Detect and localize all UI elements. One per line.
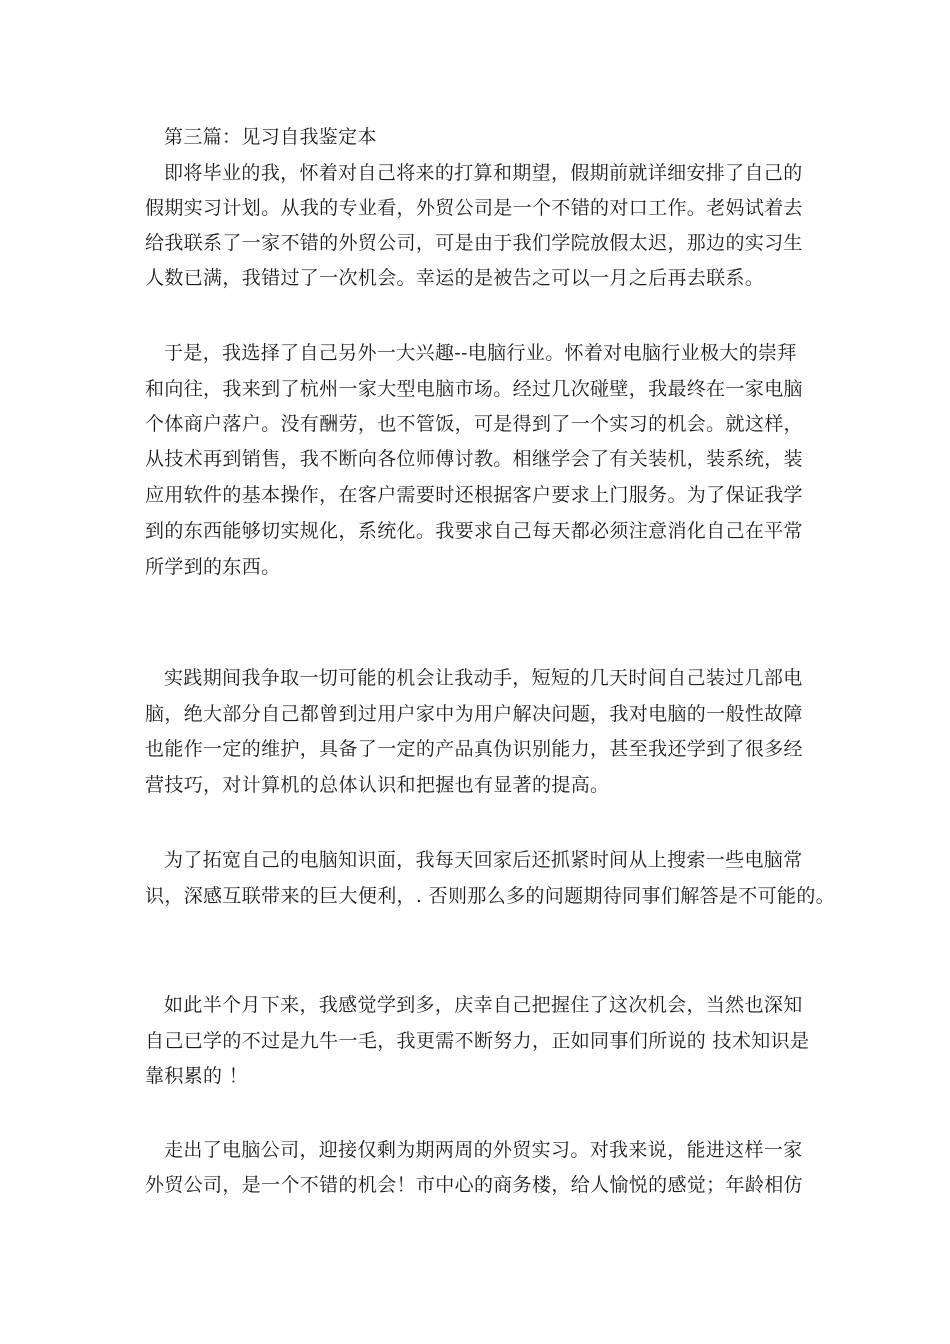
text-line: 为了拓宽自己的电脑知识面，我每天回家后还抓紧时间从上搜索一些电脑常: [164, 849, 803, 871]
text-line: 到的东西能够切实规化，系统化。我要求自己每天都必须注意消化自己在平常: [145, 520, 803, 542]
text-line: 走出了电脑公司，迎接仅剩为期两周的外贸实习。对我来说，能进这样一家: [164, 1139, 803, 1161]
text-line: 于是，我选择了自己另外一大兴趣--电脑行业。怀着对电脑行业极大的崇拜: [164, 342, 797, 364]
text-line: 应用软件的基本操作，在客户需要时还根据客户要求上门服务。为了保证我学: [145, 484, 803, 506]
text-line: 个体商户落户。没有酬劳，也不管饭，可是得到了一个实习的机会。就这样，: [145, 413, 803, 435]
text-line: 也能作一定的维护，具备了一定的产品真伪识别能力，甚至我还学到了很多经: [145, 738, 803, 760]
text-line: 实践期间我争取一切可能的机会让我动手，短短的几天时间自己装过几部电: [164, 667, 803, 689]
text-line: 即将毕业的我，怀着对自己将来的打算和期望，假期前就详细安排了自己的: [164, 162, 803, 184]
text-line: 营技巧，对计算机的总体认识和把握也有显著的提高。: [145, 774, 610, 796]
text-line: 自己已学的不过是九牛一毛，我更需不断努力，正如同事们所说的 技术知识是: [145, 1030, 810, 1052]
text-line: 脑，绝大部分自己都曾到过用户家中为用户解决问题，我对电脑的一般性故障: [145, 703, 803, 725]
text-line: 靠积累的 ！: [145, 1065, 249, 1087]
text-line: 如此半个月下来，我感觉学到多，庆幸自己把握住了这次机会，当然也深知: [164, 994, 803, 1016]
text-line: 假期实习计划。从我的专业看，外贸公司是一个不错的对口工作。老妈试着去: [145, 197, 803, 219]
text-line: 外贸公司，是一个不错的机会！市中心的商务楼，给人愉悦的感觉；年龄相仿: [145, 1174, 803, 1196]
text-line: 给我联系了一家不错的外贸公司，可是由于我们学院放假太迟，那边的实习生: [145, 232, 803, 254]
text-line: 识，深感互联带来的巨大便利，. 否则那么多的问题期待同事们解答是不可能的。: [145, 885, 836, 907]
text-line: 所学到的东西。: [145, 556, 281, 578]
text-line: 从技术再到销售，我不断向各位师傅讨教。相继学会了有关装机，装系统，装: [145, 448, 803, 470]
document-title: 第三篇：见习自我鉴定本: [164, 126, 377, 148]
text-line: 人数已满，我错过了一次机会。幸运的是被告之可以一月之后再去联系。: [145, 267, 765, 289]
text-line: 和向往，我来到了杭州一家大型电脑市场。经过几次碰壁，我最终在一家电脑: [145, 378, 803, 400]
